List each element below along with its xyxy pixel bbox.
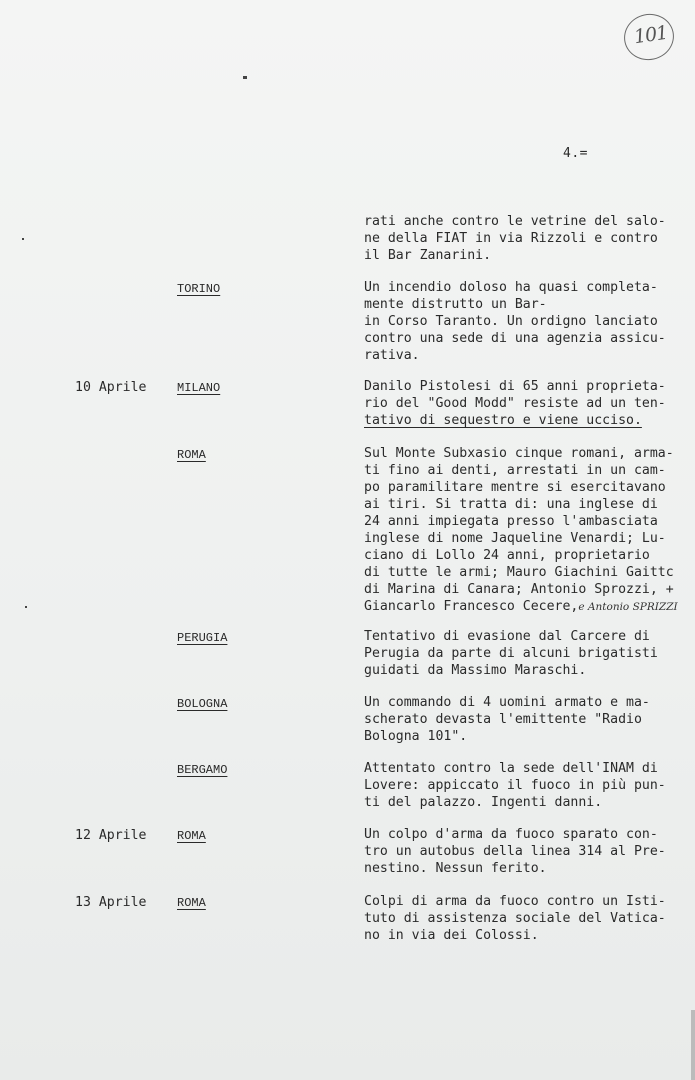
text-line: di Marina di Canara; Antonio Sprozzi, + [364,582,674,597]
entry-date: 12 Aprile [75,828,147,843]
entry-city: MILANO [177,381,221,395]
text-line: rati anche contro le vetrine del salo- [364,214,666,229]
text-line: guidati da Massimo Maraschi. [364,663,587,678]
text-line: contro una sede di una agenzia assicu- [364,331,666,346]
text-line: Bologna 101". [364,729,468,744]
entry-city: ROMA [177,448,206,462]
entry-city: ROMA [177,896,206,910]
text-line: po paramilitare mentre si esercitavano [364,480,666,495]
text-line: nestino. Nessun ferito. [364,861,547,876]
text-line-with-annotation [364,598,694,616]
entry-city: BOLOGNA [177,697,228,711]
scan-speck [25,606,27,608]
entry-text [364,628,694,679]
text-line: Un colpo d'arma da fuoco sparato con- [364,827,658,842]
text-line: ai tiri. Si tratta di: una inglese di [364,497,658,512]
text-line: di tutte le armi; Mauro Giachini Gaittc [364,565,674,580]
entry-text [364,694,694,745]
entry-text [364,279,694,364]
entry-text [364,378,694,429]
handwritten-annotation: e Antonio SPRIZZI [578,601,678,613]
text-line: Giancarlo Francesco Cecere, [364,599,579,614]
text-line: Lovere: appiccato il fuoco in più pun- [364,778,666,793]
text-line: rativa. [364,348,420,363]
scan-speck [22,238,24,240]
text-line: 24 anni impiegata presso l'ambasciata [364,514,658,529]
text-line: tativo di sequestro e viene ucciso. [364,413,642,428]
text-line: rio del "Good Modd" resiste ad un ten- [364,396,666,411]
text-line: scherato devasta l'emittente "Radio [364,712,642,727]
text-line: inglese di nome Jaqueline Venardi; Lu- [364,531,666,546]
intro-paragraph [364,213,694,264]
entry-text [364,893,694,944]
scan-speck [243,76,247,79]
text-line: no in via dei Colossi. [364,928,539,943]
entry-city: ROMA [177,829,206,843]
entry-city: PERUGIA [177,631,228,645]
text-line: ti del palazzo. Ingenti danni. [364,795,603,810]
entry-text [364,445,694,616]
text-line: ne della FIAT in via Rizzoli e contro [364,231,658,246]
text-line: in Corso Taranto. Un ordigno lanciato [364,314,658,329]
text-line: tro un autobus della linea 314 al Pre- [364,844,666,859]
archive-stamp-number: 101 [632,21,669,49]
page-number: 4.= [563,146,588,161]
text-line: mente distrutto un Bar- [364,297,547,312]
text-line: Tentativo di evasione dal Carcere di [364,629,650,644]
entry-city: TORINO [177,282,221,296]
text-line: Danilo Pistolesi di 65 anni proprieta- [364,379,666,394]
entry-text [364,826,694,877]
text-line: il Bar Zanarini. [364,248,492,263]
text-line: Colpi di arma da fuoco contro un Isti- [364,894,666,909]
entry-date: 10 Aprile [75,380,147,395]
entry-city: BERGAMO [177,763,228,777]
text-line: tuto di assistenza sociale del Vatica- [364,911,666,926]
text-line: Perugia da parte di alcuni brigatisti [364,646,658,661]
entry-date: 13 Aprile [75,895,147,910]
text-line: Attentato contro la sede dell'INAM di [364,761,658,776]
text-line: ti fino ai denti, arrestati in un cam- [364,463,666,478]
text-line: Sul Monte Subxasio cinque romani, arma- [364,446,674,461]
scan-edge-shadow [691,1010,695,1080]
text-line: Un commando di 4 uomini armato e ma- [364,695,650,710]
text-line: ciano di Lollo 24 anni, proprietario [364,548,650,563]
entry-text [364,760,694,811]
text-line: Un incendio doloso ha quasi completa- [364,280,658,295]
